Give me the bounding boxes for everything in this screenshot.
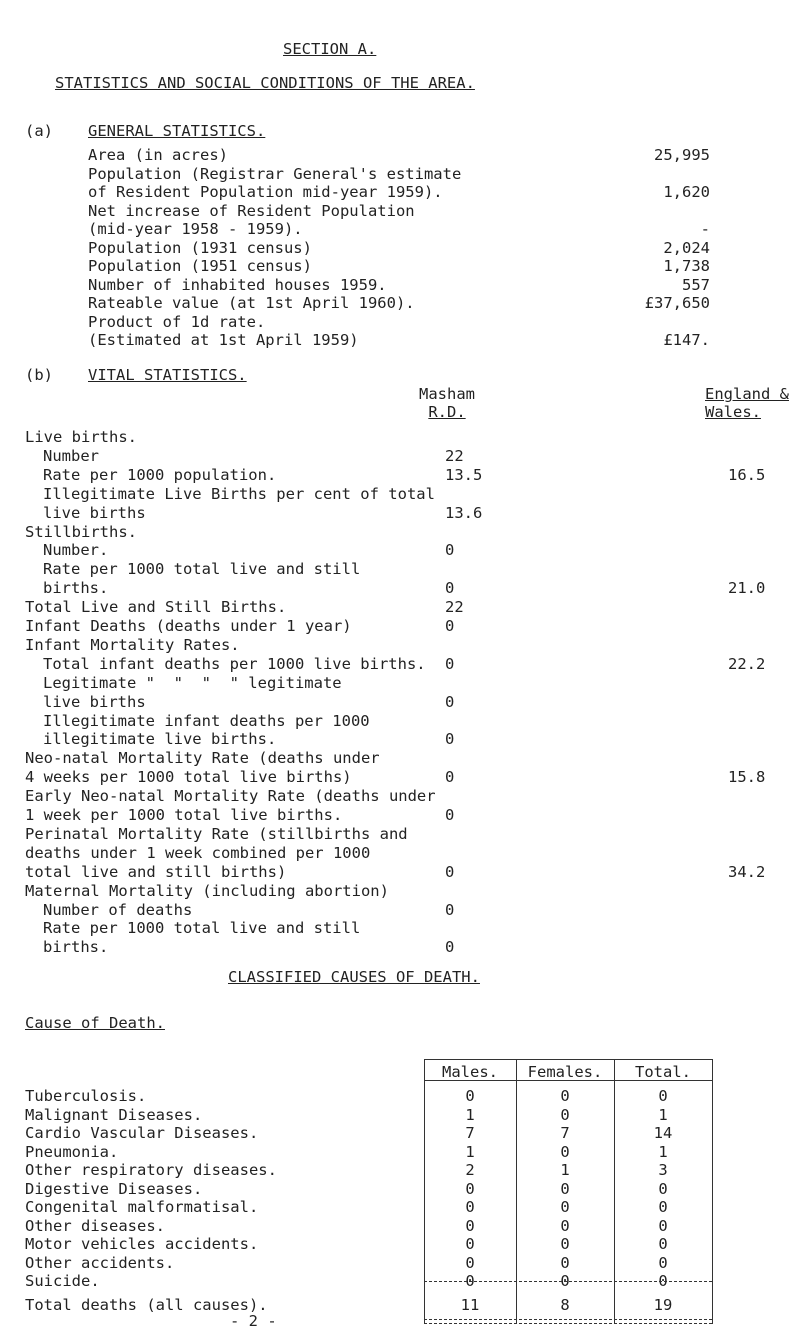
vital-row-label: Infant Deaths (deaths under 1 year) xyxy=(25,617,352,635)
vital-row-local: 0 xyxy=(445,579,455,598)
general-row-value: 25,995 xyxy=(654,146,710,164)
general-row-label: Product of 1d rate. xyxy=(88,312,266,331)
cause-males: 0 xyxy=(465,1198,475,1216)
cause-label: Tuberculosis. xyxy=(25,1087,147,1105)
vital-row-local: 22 xyxy=(445,446,464,465)
vital-row-label: live births xyxy=(43,692,146,711)
vital-row-label: 1 week per 1000 total live births. xyxy=(25,806,343,824)
cause-label: Digestive Diseases. xyxy=(25,1179,203,1198)
vital-row-local: 22 xyxy=(445,598,464,617)
col-header-national: England & xyxy=(705,385,789,403)
general-row-value: £37,650 xyxy=(644,294,710,312)
vital-row-local: 0 xyxy=(445,900,455,919)
vital-row-label: Total infant deaths per 1000 live births. xyxy=(43,654,426,673)
general-row-value: 1,738 xyxy=(663,257,710,275)
cause-label: Motor vehicles accidents. xyxy=(25,1235,259,1253)
cause-males: 0 xyxy=(465,1216,475,1235)
cause-total: 0 xyxy=(658,1179,668,1198)
total-males: 11 xyxy=(460,1296,480,1314)
vital-row-label: Neo-natal Mortality Rate (deaths under xyxy=(25,749,380,768)
col-males: Males. xyxy=(442,1063,498,1081)
cause-females: 0 xyxy=(560,1272,570,1290)
vital-row-label: Rate per 1000 total live and still xyxy=(43,919,361,938)
vital-row-label: live births xyxy=(43,503,146,522)
cause-males: 0 xyxy=(465,1087,475,1105)
cause-label: Other respiratory diseases. xyxy=(25,1161,277,1179)
vital-row-local: 13.5 xyxy=(445,465,483,484)
general-row-value: 1,620 xyxy=(663,183,710,201)
cause-females: 0 xyxy=(560,1179,570,1198)
cause-males: 2 xyxy=(465,1161,475,1179)
cause-label: Malignant Diseases. xyxy=(25,1105,203,1124)
cause-males: 1 xyxy=(465,1105,475,1124)
vital-row-national: 21.0 xyxy=(728,579,766,598)
cause-males: 7 xyxy=(465,1124,475,1142)
cause-label: Suicide. xyxy=(25,1272,100,1290)
cause-females: 0 xyxy=(560,1235,570,1253)
cause-label: Other accidents. xyxy=(25,1253,175,1272)
general-label: (a) xyxy=(25,122,53,140)
vital-row-local: 0 xyxy=(445,862,455,881)
general-row-value: £147. xyxy=(663,331,710,349)
total-females: 8 xyxy=(560,1296,570,1314)
cause-total: 1 xyxy=(658,1105,668,1124)
causes-subheading: Cause of Death. xyxy=(25,1014,165,1032)
vital-row-label: illegitimate live births. xyxy=(43,730,277,749)
vital-row-local: 13.6 xyxy=(445,503,483,522)
vital-row-label: Total Live and Still Births. xyxy=(25,598,287,617)
general-row-label: Population (Registrar General's estimate xyxy=(88,164,462,183)
vital-row-label: Early Neo-natal Mortality Rate (deaths under xyxy=(25,787,436,806)
vital-row-label: Illegitimate infant deaths per 1000 xyxy=(43,711,370,730)
cause-label: Pneumonia. xyxy=(25,1142,119,1161)
col-header-national-2: Wales. xyxy=(705,403,761,421)
cause-total: 3 xyxy=(658,1161,668,1179)
vital-row-local: 0 xyxy=(445,541,455,560)
general-row-label: Number of inhabited houses 1959. xyxy=(88,275,387,294)
vital-row-national: 16.5 xyxy=(728,465,766,484)
vital-row-label: Rate per 1000 population. xyxy=(43,465,277,484)
cause-males: 0 xyxy=(465,1235,475,1253)
general-row-label: (Estimated at 1st April 1959) xyxy=(88,331,359,349)
general-row-value: 557 xyxy=(682,275,710,294)
cause-label: Cardio Vascular Diseases. xyxy=(25,1124,259,1142)
cause-females: 0 xyxy=(560,1105,570,1124)
page-number: - 2 - xyxy=(230,1312,277,1330)
vital-row-local: 0 xyxy=(445,806,455,824)
page-title: STATISTICS AND SOCIAL CONDITIONS OF THE AREA. xyxy=(55,74,475,92)
vital-row-label: Number of deaths xyxy=(43,900,193,919)
col-header-local-2: R.D. xyxy=(428,403,466,421)
vital-row-local: 0 xyxy=(445,692,455,711)
col-females: Females. xyxy=(527,1063,603,1081)
vital-row-label: total live and still births) xyxy=(25,862,287,881)
cause-females: 0 xyxy=(560,1198,570,1216)
cause-females: 0 xyxy=(560,1087,570,1105)
col-total: Total. xyxy=(635,1063,691,1081)
vital-row-label: births. xyxy=(43,579,109,598)
cause-total: 0 xyxy=(658,1272,668,1290)
cause-females: 0 xyxy=(560,1253,570,1272)
vital-row-label: Number xyxy=(43,446,99,465)
vital-row-local: 0 xyxy=(445,938,455,957)
cause-females: 7 xyxy=(560,1124,570,1142)
vital-row-local: 0 xyxy=(445,654,455,673)
cause-total: 0 xyxy=(658,1216,668,1235)
col-header-local: Masham xyxy=(419,385,475,403)
vital-heading: VITAL STATISTICS. xyxy=(88,366,247,384)
general-row-label: of Resident Population mid-year 1959). xyxy=(88,183,443,201)
vital-row-national: 22.2 xyxy=(728,654,766,673)
cause-total: 0 xyxy=(658,1087,668,1105)
general-row-label: Population (1951 census) xyxy=(88,257,312,275)
vital-row-national: 15.8 xyxy=(728,768,766,787)
vital-row-label: Rate per 1000 total live and still xyxy=(43,560,361,579)
cause-males: 1 xyxy=(465,1142,475,1161)
cause-males: 0 xyxy=(465,1272,475,1290)
cause-total: 0 xyxy=(658,1253,668,1272)
general-row-label: Net increase of Resident Population xyxy=(88,201,415,220)
section-title: SECTION A. xyxy=(283,40,377,58)
vital-row-label: 4 weeks per 1000 total live births) xyxy=(25,768,352,787)
cause-total: 0 xyxy=(658,1235,668,1253)
vital-row-label: Legitimate " " " " legitimate xyxy=(43,673,342,692)
cause-total: 0 xyxy=(658,1198,668,1216)
vital-row-local: 0 xyxy=(445,730,455,749)
cause-males: 0 xyxy=(465,1179,475,1198)
general-row-label: Rateable value (at 1st April 1960). xyxy=(88,294,415,312)
vital-row-label: Number. xyxy=(43,541,109,560)
vital-row-label: Perinatal Mortality Rate (stillbirths and xyxy=(25,824,408,843)
vital-row-label: Infant Mortality Rates. xyxy=(25,635,240,654)
general-row-value: - xyxy=(700,220,710,238)
total-total: 19 xyxy=(653,1296,673,1314)
cause-total: 14 xyxy=(653,1124,673,1142)
vital-row-label: Illegitimate Live Births per cent of total xyxy=(43,484,435,503)
vital-row-label: Maternal Mortality (including abortion) xyxy=(25,881,389,900)
vital-row-national: 34.2 xyxy=(728,862,766,881)
cause-total: 1 xyxy=(658,1142,668,1161)
cause-males: 0 xyxy=(465,1253,475,1272)
vital-row-label: Stillbirths. xyxy=(25,522,137,541)
vital-label: (b) xyxy=(25,366,53,384)
cause-females: 0 xyxy=(560,1216,570,1235)
general-row-label: (mid-year 1958 - 1959). xyxy=(88,220,303,238)
general-heading: GENERAL STATISTICS. xyxy=(88,122,266,140)
causes-heading: CLASSIFIED CAUSES OF DEATH. xyxy=(228,968,480,986)
vital-row-label: deaths under 1 week combined per 1000 xyxy=(25,843,371,862)
general-row-label: Area (in acres) xyxy=(88,146,228,164)
vital-row-local: 0 xyxy=(445,617,455,635)
cause-females: 0 xyxy=(560,1142,570,1161)
vital-row-label: births. xyxy=(43,938,109,957)
general-row-value: 2,024 xyxy=(663,238,710,257)
cause-females: 1 xyxy=(560,1161,570,1179)
cause-label: Other diseases. xyxy=(25,1216,165,1235)
vital-row-label: Live births. xyxy=(25,428,137,446)
vital-row-local: 0 xyxy=(445,768,455,787)
cause-label: Congenital malformatisal. xyxy=(25,1198,259,1216)
total-deaths-label: Total deaths (all causes). xyxy=(25,1296,268,1314)
general-row-label: Population (1931 census) xyxy=(88,238,312,257)
